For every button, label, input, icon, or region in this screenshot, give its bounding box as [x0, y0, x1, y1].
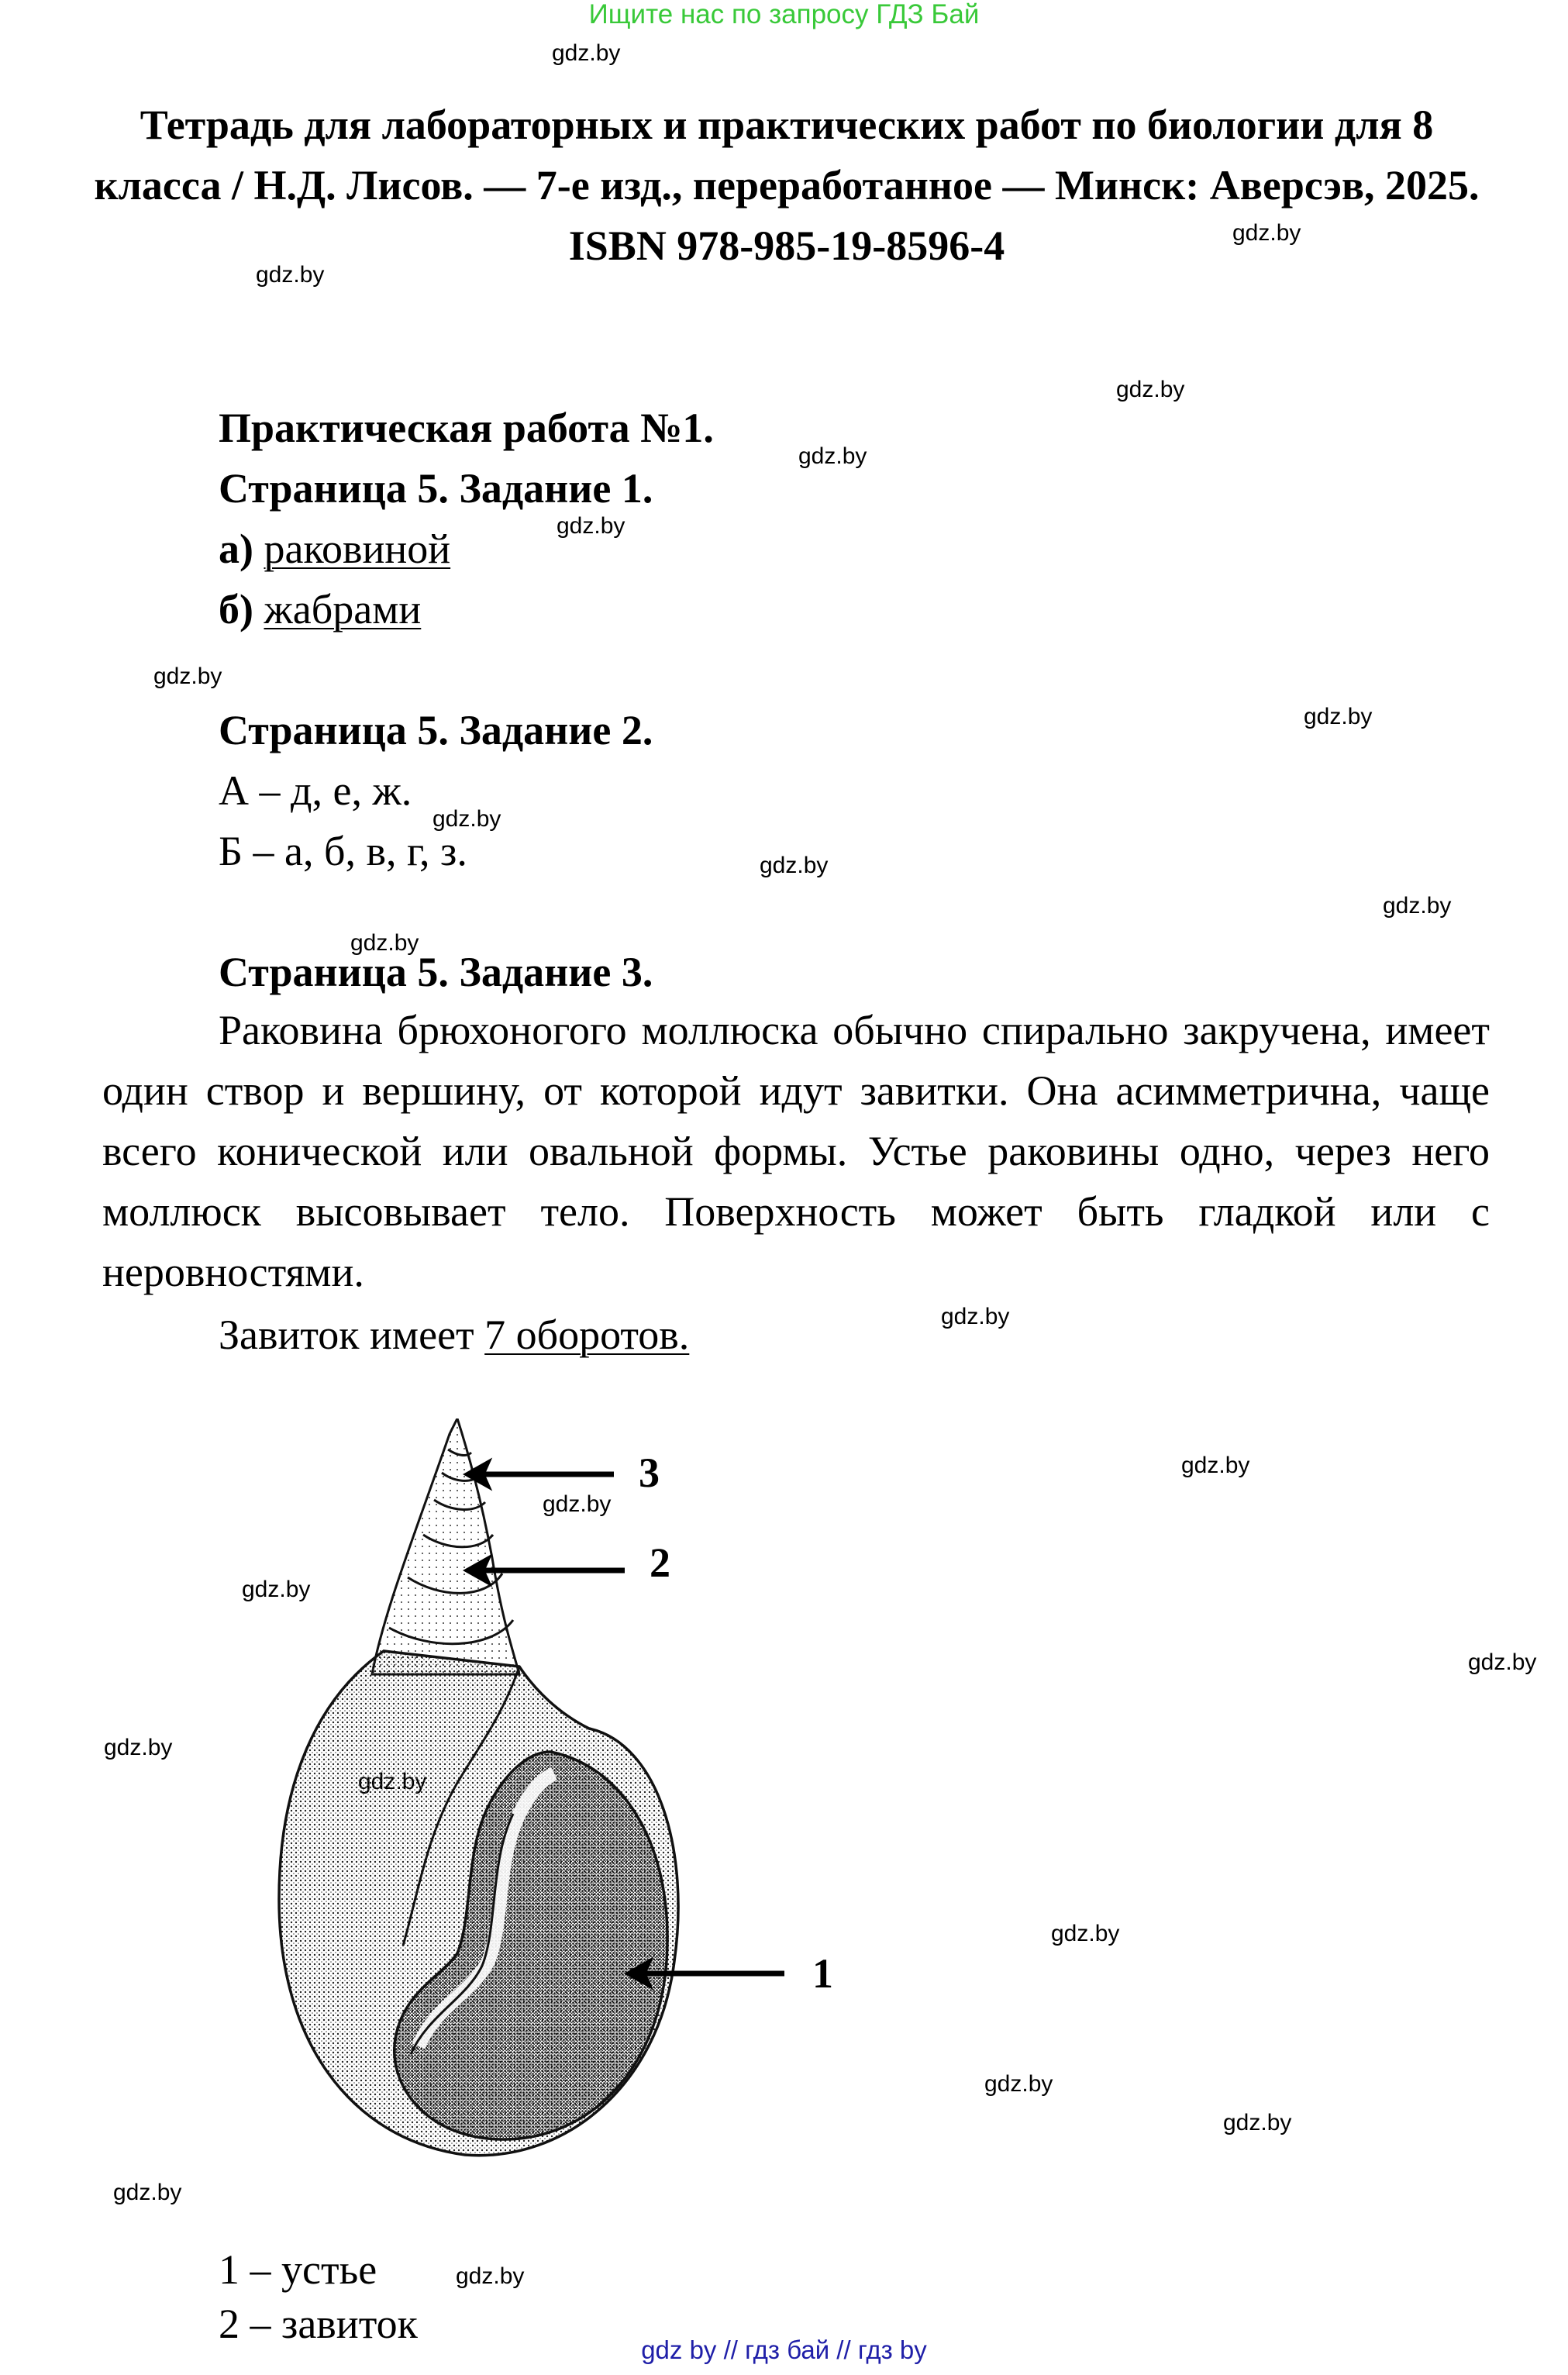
watermark: gdz.by	[1051, 1921, 1120, 1946]
legend-item-2: 2 – завиток	[219, 2301, 418, 2347]
task2-line-b: Б – а, б, в, г, з.	[219, 828, 467, 874]
watermark: gdz.by	[113, 2180, 182, 2205]
watermark: gdz.by	[104, 1735, 173, 1760]
search-banner[interactable]: Ищите нас по запросу ГДЗ Бай	[588, 0, 980, 29]
watermark: gdz.by	[1181, 1453, 1250, 1478]
watermark: gdz.by	[1232, 220, 1301, 246]
callout-1: 1	[812, 1950, 833, 1997]
watermark: gdz.by	[432, 806, 501, 832]
watermark: gdz.by	[543, 1491, 612, 1517]
watermark: gdz.by	[256, 262, 325, 288]
legend-item-1: 1 – устье	[219, 2246, 377, 2293]
turns-answer: 7 оборотов.	[484, 1312, 690, 1358]
task3-heading: Страница 5. Задание 3.	[219, 949, 653, 995]
task2-line-a: А – д, е, ж.	[219, 767, 412, 814]
practical-work-heading: Практическая работа №1.	[219, 405, 714, 451]
callout-3: 3	[639, 1449, 660, 1496]
watermark: gdz.by	[153, 664, 222, 689]
turns-prefix: Завиток имеет	[219, 1312, 474, 1358]
task1-a-answer: раковиной	[264, 526, 451, 572]
watermark: gdz.by	[1116, 377, 1185, 402]
footer-links[interactable]: gdz by // гдз бай // гдз by	[641, 2335, 927, 2364]
watermark: gdz.by	[984, 2071, 1053, 2097]
task1-a-label: а)	[219, 526, 253, 572]
watermark: gdz.by	[350, 930, 419, 956]
watermark: gdz.by	[552, 40, 621, 66]
watermark: gdz.by	[1383, 893, 1452, 919]
watermark: gdz.by	[1223, 2110, 1292, 2135]
book-title: Тетрадь для лабораторных и практических работ по биологии для 8 класса / Н.Д. Лисов. — 7-е изд., переработанное — Минск: Аверсэв, 2025. ISBN 978-985-19-8596-4	[94, 102, 1480, 269]
callout-2: 2	[650, 1539, 670, 1586]
task2-heading: Страница 5. Задание 2.	[219, 707, 653, 753]
watermark: gdz.by	[760, 853, 829, 878]
watermark: gdz.by	[798, 443, 867, 469]
task1-b-answer: жабрами	[264, 586, 422, 633]
watermark: gdz.by	[941, 1304, 1010, 1329]
task1-heading: Страница 5. Задание 1.	[219, 465, 653, 512]
watermark: gdz.by	[1468, 1649, 1537, 1675]
task3-paragraph: Раковина брюхоногого моллюска обычно спирально закручена, имеет один створ и вершину, от которой идут завитки. Она асимметрична, чаще всего конической или овальной формы. Устье раковины одно, через него моллюск высовывает тело. Поверхность может быть гладкой или с неровностями.	[102, 1007, 1490, 1295]
task1-b-label: б)	[219, 586, 253, 633]
watermark: gdz.by	[557, 513, 625, 539]
watermark: gdz.by	[456, 2263, 525, 2289]
watermark: gdz.by	[242, 1577, 311, 1602]
watermark: gdz.by	[1304, 704, 1373, 729]
